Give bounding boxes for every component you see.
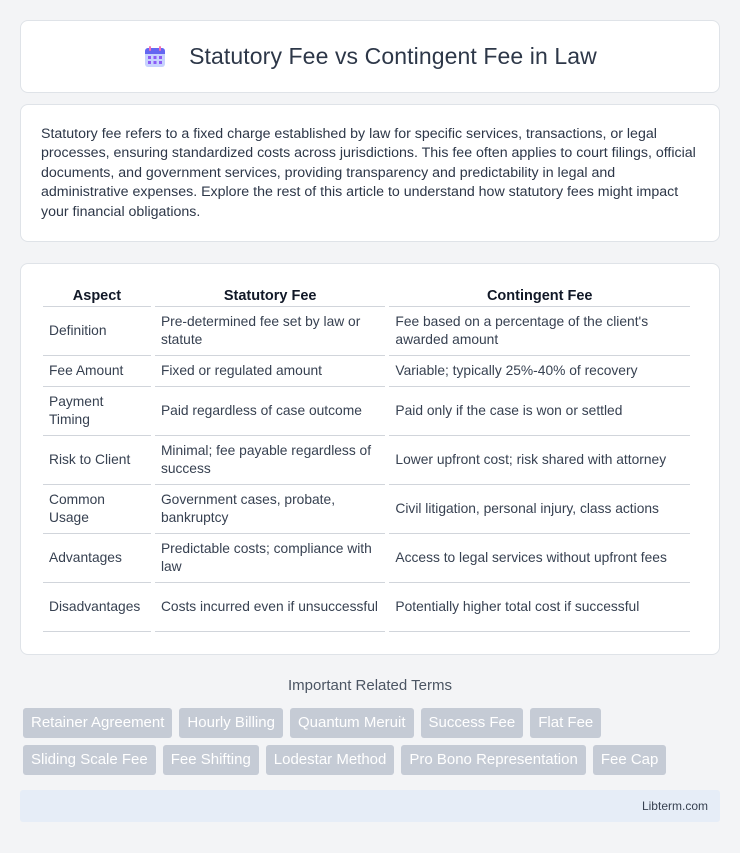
- row-statutory: Minimal; fee payable regardless of success: [155, 436, 385, 485]
- table-row: [43, 583, 690, 632]
- title-wrap: [143, 43, 597, 70]
- table-row: [43, 534, 690, 583]
- footer-bar: [20, 790, 720, 822]
- row-contingent: Civil litigation, personal injury, class actions: [389, 485, 690, 534]
- row-contingent: Lower upfront cost; risk shared with attorney: [389, 436, 690, 485]
- row-aspect: Risk to Client: [43, 436, 151, 485]
- row-statutory: Government cases, probate, bankruptcy: [155, 485, 385, 534]
- row-contingent: Fee based on a percentage of the client's awarded amount: [389, 307, 690, 356]
- tag-fee-cap[interactable]: Fee Cap: [593, 745, 667, 775]
- tag-lodestar-method[interactable]: Lodestar Method: [266, 745, 395, 775]
- row-statutory: Costs incurred even if unsuccessful: [155, 583, 385, 632]
- title-card: [20, 20, 720, 93]
- table-row: [43, 485, 690, 534]
- comparison-table-card: [20, 263, 720, 655]
- related-terms-tags: [23, 708, 723, 782]
- footer-site-link[interactable]: Libterm.com: [641, 799, 708, 813]
- related-terms-heading: Important Related Terms: [288, 677, 452, 694]
- table-row: [43, 307, 690, 356]
- row-statutory: Fixed or regulated amount: [155, 356, 385, 387]
- row-aspect: Disadvantages: [43, 583, 151, 632]
- table-row: [43, 356, 690, 387]
- header-aspect: Aspect: [43, 284, 151, 307]
- tag-success-fee[interactable]: Success Fee: [421, 708, 524, 738]
- table-row: [43, 436, 690, 485]
- row-statutory: Paid regardless of case outcome: [155, 387, 385, 436]
- intro-card: [20, 104, 720, 242]
- tag-retainer-agreement[interactable]: Retainer Agreement: [23, 708, 172, 738]
- header-contingent-fee: Contingent Fee: [389, 284, 690, 307]
- row-aspect: Definition: [43, 307, 151, 356]
- row-aspect: Fee Amount: [43, 356, 151, 387]
- row-contingent: Potentially higher total cost if successful: [389, 583, 690, 632]
- row-contingent: Variable; typically 25%-40% of recovery: [389, 356, 690, 387]
- calendar-icon: [143, 45, 167, 69]
- tag-fee-shifting[interactable]: Fee Shifting: [163, 745, 259, 775]
- row-statutory: Predictable costs; compliance with law: [155, 534, 385, 583]
- tag-quantum-meruit[interactable]: Quantum Meruit: [290, 708, 414, 738]
- tag-hourly-billing[interactable]: Hourly Billing: [179, 708, 283, 738]
- tag-sliding-scale-fee[interactable]: Sliding Scale Fee: [23, 745, 156, 775]
- intro-text: Statutory fee refers to a fixed charge established by law for specific services, transactions, or legal processes, ensuring standardized costs across jurisdictions. This fee often applies to court filings, official documents, and government services, providing transparency and predictability in legal and administrative expenses. Explore the rest of this article to understand how statutory fees might impact your financial obligations.: [41, 126, 696, 220]
- row-aspect: Common Usage: [43, 485, 151, 534]
- row-contingent: Paid only if the case is won or settled: [389, 387, 690, 436]
- table-row: [43, 387, 690, 436]
- page-title: Statutory Fee vs Contingent Fee in Law: [189, 43, 597, 69]
- row-statutory: Pre-determined fee set by law or statute: [155, 307, 385, 356]
- header-statutory-fee: Statutory Fee: [155, 284, 385, 307]
- row-aspect: Payment Timing: [43, 387, 151, 436]
- tag-flat-fee[interactable]: Flat Fee: [530, 708, 601, 738]
- comparison-table: [39, 284, 694, 632]
- row-contingent: Access to legal services without upfront fees: [389, 534, 690, 583]
- row-aspect: Advantages: [43, 534, 151, 583]
- table-header-row: [43, 284, 690, 307]
- tag-row-2: [23, 745, 723, 775]
- tag-row-1: [23, 708, 723, 738]
- tag-pro-bono-representation[interactable]: Pro Bono Representation: [401, 745, 585, 775]
